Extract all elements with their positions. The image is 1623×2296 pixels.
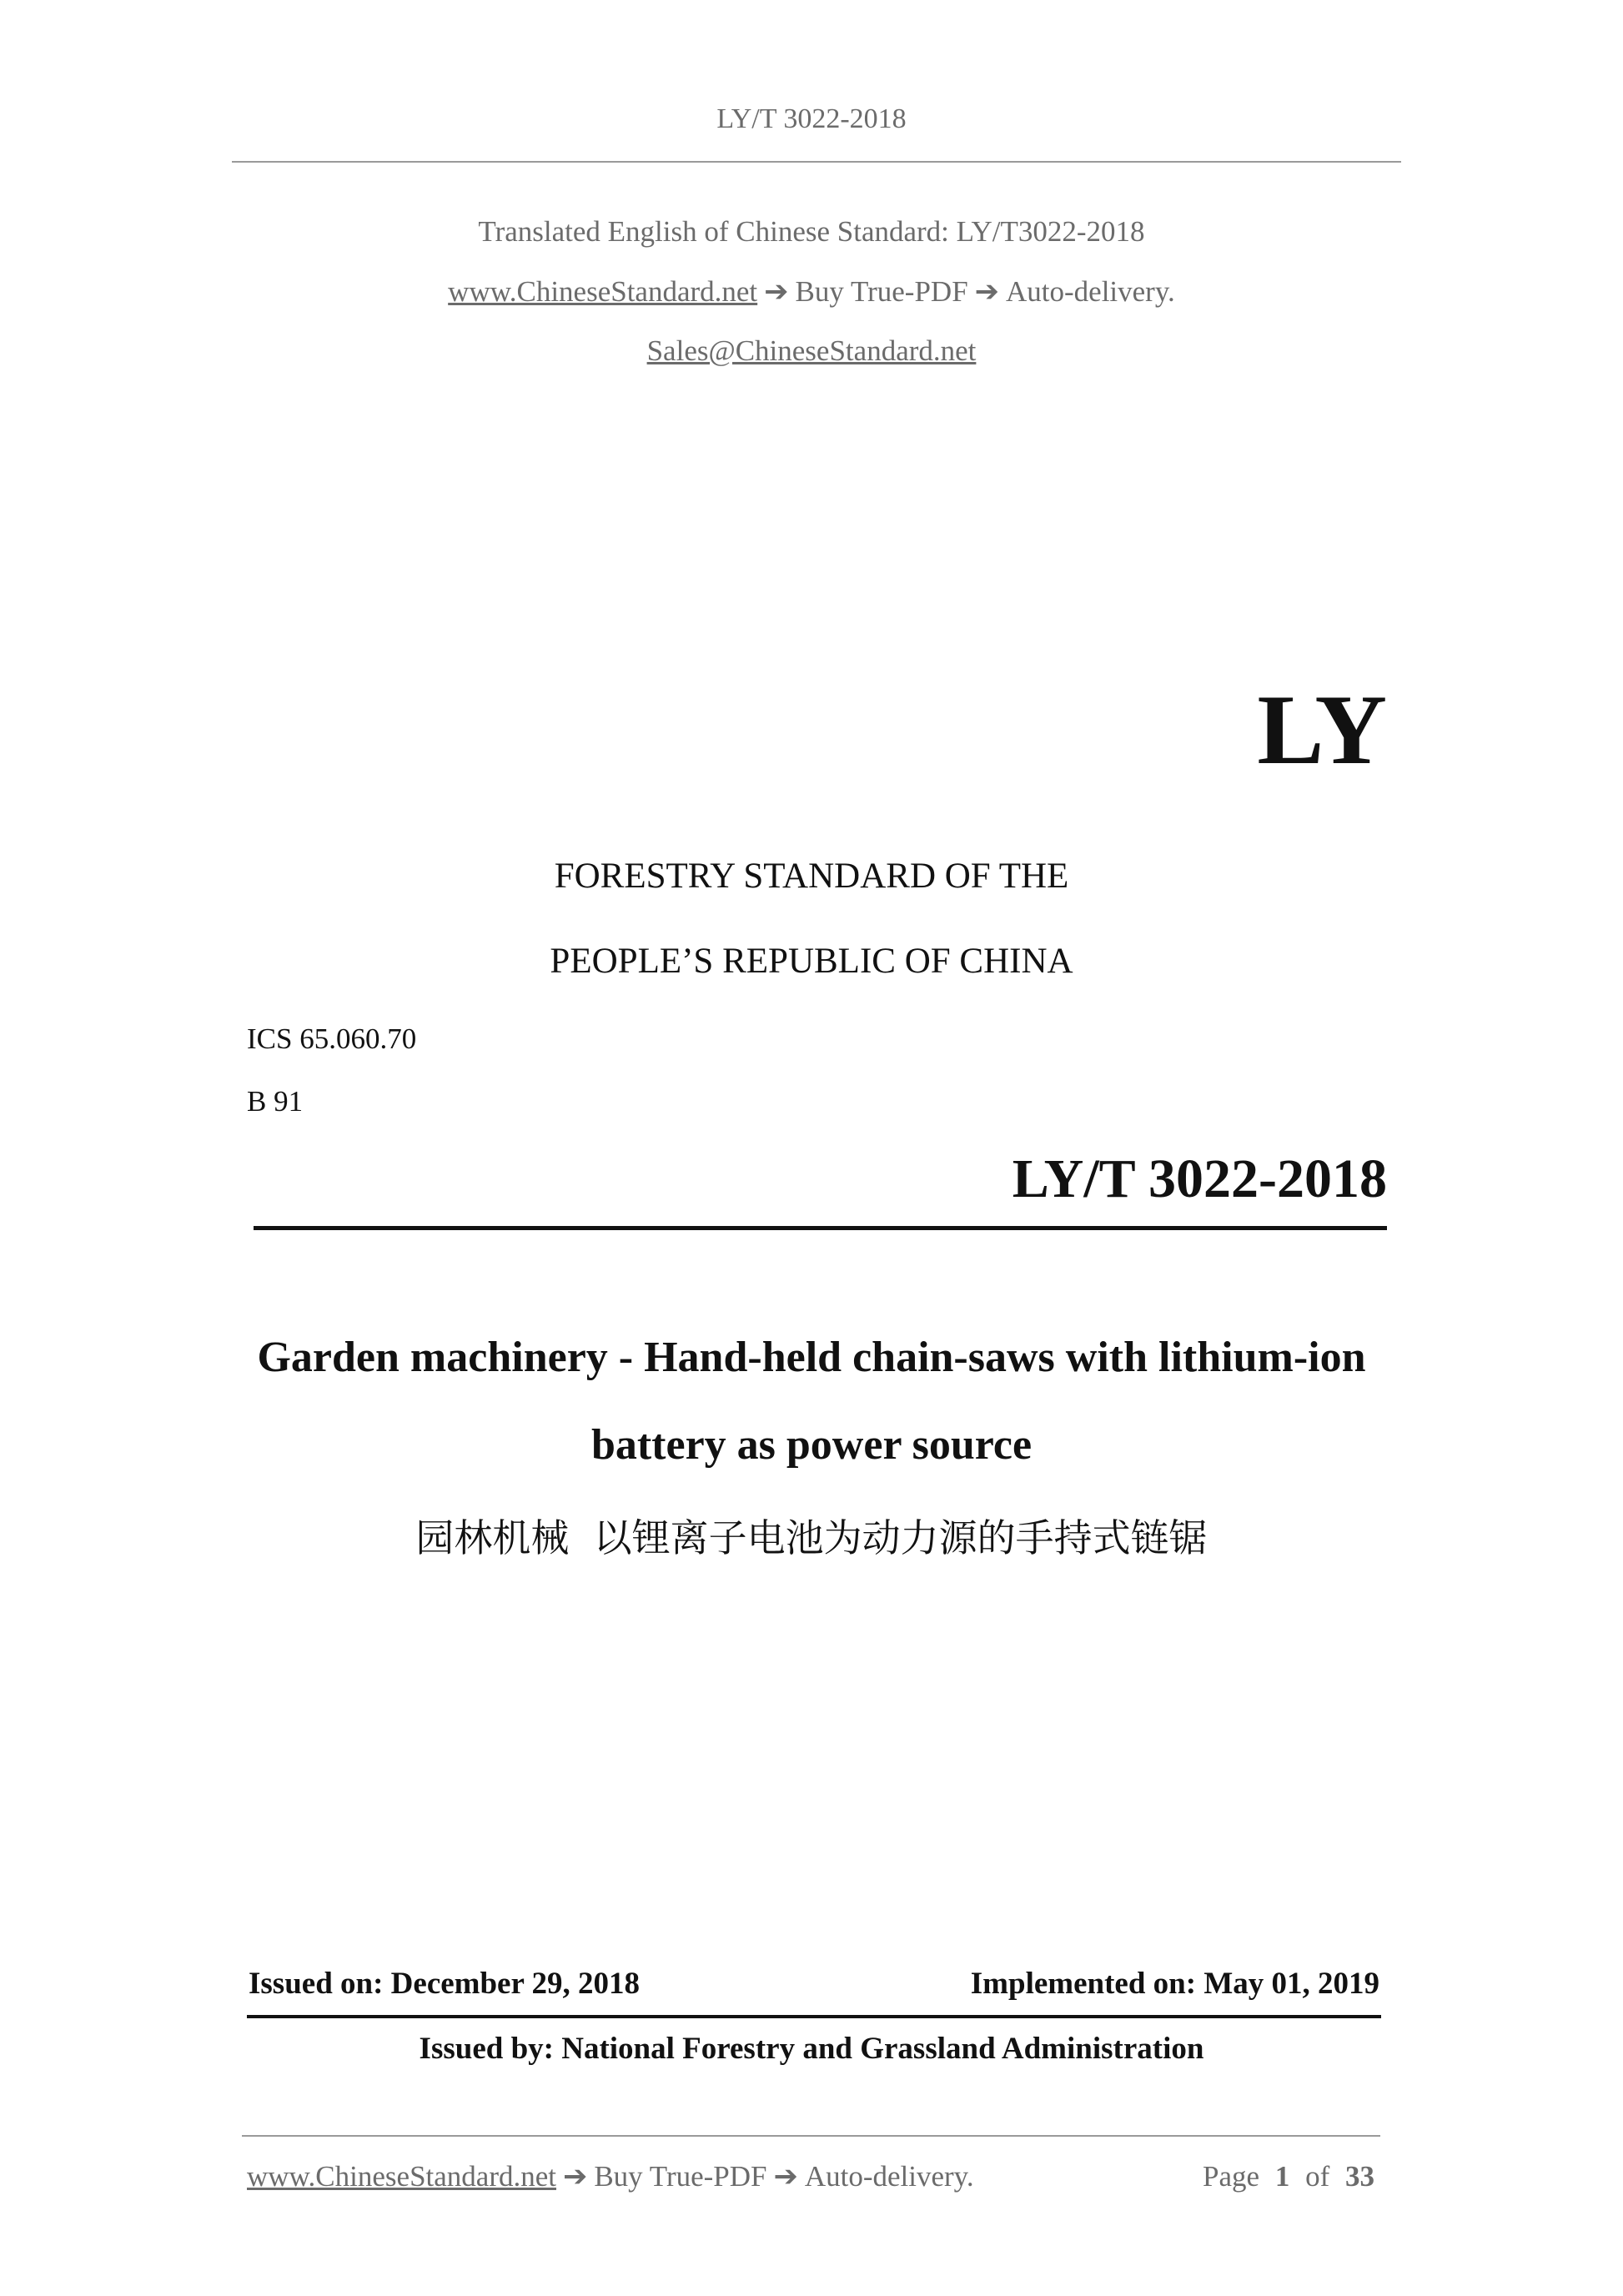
ccs-code: B 91 bbox=[247, 1085, 304, 1118]
page-indicator bbox=[1203, 2160, 1374, 2193]
auto-delivery-text: Auto-delivery. bbox=[1006, 275, 1175, 308]
footer-purchase-line bbox=[247, 2160, 974, 2193]
implemented-on-date: Implemented on: May 01, 2019 bbox=[970, 1967, 1379, 2001]
dates-rule bbox=[247, 2015, 1381, 2018]
ics-code: ICS 65.060.70 bbox=[247, 1022, 417, 1055]
org-line-2: PEOPLE’S REPUBLIC OF CHINA bbox=[550, 942, 1073, 981]
page-total: 33 bbox=[1345, 2160, 1374, 2193]
arrow-right-icon: ➔ bbox=[773, 2160, 798, 2193]
title-rule bbox=[254, 1226, 1387, 1230]
running-header: LY/T 3022-2018 bbox=[716, 103, 907, 134]
issuing-authority: Issued by: National Forestry and Grassland Administration bbox=[419, 2032, 1204, 2066]
email-link[interactable]: Sales@ChineseStandard.net bbox=[646, 334, 977, 367]
standard-number: LY/T 3022-2018 bbox=[1012, 1148, 1387, 1209]
page-label: Page bbox=[1203, 2160, 1260, 2193]
purchase-line bbox=[0, 275, 1623, 309]
arrow-right-icon: ➔ bbox=[764, 275, 789, 308]
standard-code-mark: LY bbox=[1257, 674, 1387, 785]
issued-on-date: Issued on: December 29, 2018 bbox=[249, 1967, 640, 2001]
arrow-right-icon: ➔ bbox=[563, 2160, 588, 2193]
title-english-line-1: Garden machinery - Hand-held chain-saws with lithium-ion bbox=[257, 1334, 1366, 1381]
header-rule bbox=[232, 161, 1401, 163]
title-english-line-2: battery as power source bbox=[590, 1421, 1033, 1469]
footer-buy-text: Buy True-PDF bbox=[594, 2160, 767, 2193]
org-line-1: FORESTRY STANDARD OF THE bbox=[554, 857, 1069, 896]
site-link[interactable]: www.ChineseStandard.net bbox=[448, 275, 758, 308]
footer-auto-delivery-text: Auto-delivery. bbox=[804, 2160, 974, 2193]
footer-rule bbox=[242, 2135, 1380, 2137]
translation-notice: Translated English of Chinese Standard: LY/T3022-2018 bbox=[478, 215, 1145, 248]
buy-true-pdf-text: Buy True-PDF bbox=[795, 275, 968, 308]
email-line bbox=[0, 334, 1623, 368]
of-label: of bbox=[1305, 2160, 1330, 2193]
arrow-right-icon: ➔ bbox=[974, 275, 999, 308]
footer-site-link[interactable]: www.ChineseStandard.net bbox=[247, 2160, 556, 2193]
title-chinese: 园林机械 以锂离子电池为动力源的手持式链锯 bbox=[415, 1515, 1208, 1560]
page-number: 1 bbox=[1274, 2160, 1290, 2193]
